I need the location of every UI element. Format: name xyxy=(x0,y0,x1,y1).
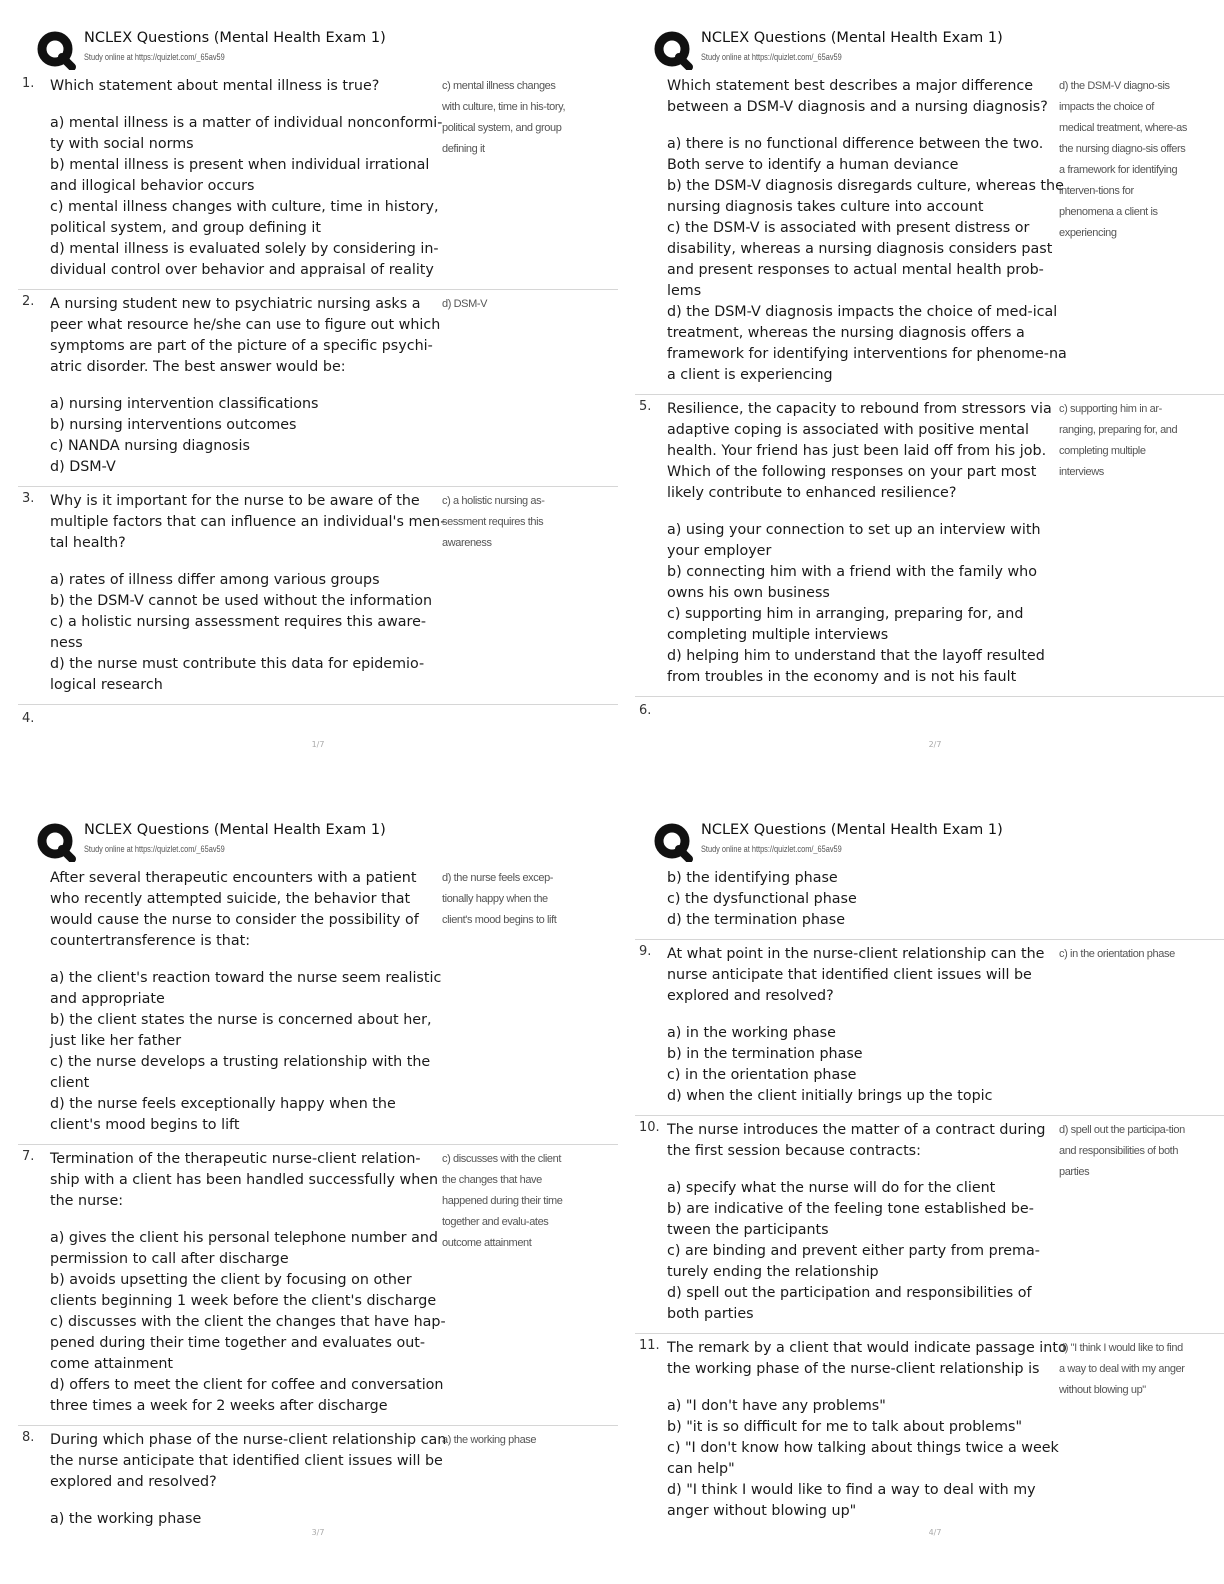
study-online-link[interactable]: Study online at https://quizlet.com/_65av59 xyxy=(701,52,842,62)
question-side xyxy=(50,1149,450,1417)
flashcard-list xyxy=(635,72,1224,717)
answer-option: a) gives the client his personal telephone number and permission to call after discharge xyxy=(50,1230,439,1267)
answer-option: d) offers to meet the client for coffee and conversation three times a week for 2 weeks after discharge xyxy=(50,1377,444,1414)
answer-option: b) the DSM-V diagnosis disregards culture, whereas the nursing diagnosis takes culture into account xyxy=(667,178,1064,215)
question-side xyxy=(667,76,1067,386)
question-number: 4. xyxy=(22,711,35,726)
question-side xyxy=(50,1430,450,1530)
next-question-stub xyxy=(635,697,1224,717)
quizlet-logo-icon xyxy=(653,30,693,70)
document-title: NCLEX Questions (Mental Health Exam 1) xyxy=(701,822,1003,838)
answer-option: c) a holistic nursing assessment requires this aware-ness xyxy=(50,614,427,651)
answer-option: b) in the termination phase xyxy=(667,1046,863,1062)
question-side xyxy=(667,944,1067,1107)
question-side xyxy=(50,76,450,281)
correct-answer: d) the DSM-V diagno-sis impacts the choice of medical treatment, where-as the nursing diagno-sis offers a framework for identifying interven-tions for phenomena a client is experiencing xyxy=(1059,80,1187,239)
page-1 xyxy=(18,8,618,788)
page-number: 4/7 xyxy=(928,1528,942,1537)
correct-answer: c) in the orientation phase xyxy=(1059,948,1175,960)
question-text: After several therapeutic encounters with a patient who recently attempted suicide, the behavior that would cause the nurse to consider the possibility of countertransference is that: xyxy=(50,870,419,949)
answer-option: c) are binding and prevent either party from prema-turely ending the relationship xyxy=(667,1243,1040,1280)
answer-option: b) avoids upsetting the client by focusing on other clients beginning 1 week before the client's discharge xyxy=(50,1272,437,1309)
correct-answer: d) spell out the participa-tion and responsibilities of both parties xyxy=(1059,1124,1185,1178)
question-number: 3. xyxy=(22,491,35,506)
question-text: Termination of the therapeutic nurse-client relation-ship with a client has been handled successfully when the nurse: xyxy=(50,1151,439,1209)
question-number: 6. xyxy=(639,703,652,718)
page-2 xyxy=(635,8,1224,788)
quizlet-logo-icon xyxy=(36,30,76,70)
document-title: NCLEX Questions (Mental Health Exam 1) xyxy=(84,30,386,46)
answer-option: d) DSM-V xyxy=(50,459,116,475)
answer-option: c) NANDA nursing diagnosis xyxy=(50,438,250,454)
next-question-stub xyxy=(18,705,618,725)
flashcard-row xyxy=(18,290,618,487)
answer-option: d) "I think I would like to find a way to deal with my anger without blowing up" xyxy=(667,1482,1036,1519)
flashcard-row xyxy=(18,1426,618,1538)
question-text: Resilience, the capacity to rebound from stressors via adaptive coping is associated with positive mental health. Your friend has just been laid off from his job. Which of the following responses on your part most likely contribute to enhanced resilience? xyxy=(667,401,1052,501)
question-side xyxy=(50,868,450,1136)
answer-option: c) the DSM-V is associated with present distress or disability, whereas a nursing diagnosis considers past and present responses to actual mental health prob-lems xyxy=(667,220,1053,299)
answer-option: a) there is no functional difference between the two. Both serve to identify a human deviance xyxy=(667,136,1044,173)
question-text: At what point in the nurse-client relationship can the nurse anticipate that identified client issues will be explored and resolved? xyxy=(667,946,1045,1004)
page-3 xyxy=(18,800,618,1580)
question-text: Which statement best describes a major difference between a DSM-V diagnosis and a nursing diagnosis? xyxy=(667,78,1048,115)
answer-option: a) "I don't have any problems" xyxy=(667,1398,886,1414)
flashcard-row xyxy=(635,940,1224,1116)
answer-option: a) in the working phase xyxy=(667,1025,836,1041)
page-number: 3/7 xyxy=(311,1528,325,1537)
question-side xyxy=(667,399,1067,688)
question-text: The remark by a client that would indicate passage into the working phase of the nurse-client relationship is xyxy=(667,1340,1067,1377)
question-text: Which statement about mental illness is true? xyxy=(50,78,380,94)
answer-option: c) "I don't know how talking about things twice a week can help" xyxy=(667,1440,1059,1477)
answer-option: b) mental illness is present when individual irrational and illogical behavior occurs xyxy=(50,157,430,194)
question-text: The nurse introduces the matter of a contract during the first session because contracts: xyxy=(667,1122,1046,1159)
study-online-link[interactable]: Study online at https://quizlet.com/_65av59 xyxy=(701,844,842,854)
answer-option: b) are indicative of the feeling tone established be-tween the participants xyxy=(667,1201,1034,1238)
question-side xyxy=(667,1120,1067,1325)
page-number: 1/7 xyxy=(311,740,325,749)
answer-option: b) connecting him with a friend with the family who owns his own business xyxy=(667,564,1037,601)
answer-option: c) discusses with the client the changes that have hap-pened during their time together and evaluates out-come attainment xyxy=(50,1314,446,1372)
answer-option: c) supporting him in arranging, preparing for, and completing multiple interviews xyxy=(667,606,1024,643)
answer-option: d) the nurse feels exceptionally happy when the client's mood begins to lift xyxy=(50,1096,396,1133)
correct-answer: c) supporting him in ar-ranging, preparing for, and completing multiple interviews xyxy=(1059,403,1178,478)
answer-option: a) rates of illness differ among various groups xyxy=(50,572,380,588)
question-number: 11. xyxy=(639,1338,660,1353)
correct-answer: d) "I think I would like to find a way to deal with my anger without blowing up" xyxy=(1059,1342,1185,1396)
flashcard-list xyxy=(18,72,618,725)
document-title: NCLEX Questions (Mental Health Exam 1) xyxy=(84,822,386,838)
question-number: 5. xyxy=(639,399,652,414)
question-side xyxy=(667,1338,1067,1522)
answer-option: a) using your connection to set up an interview with your employer xyxy=(667,522,1041,559)
answer-option: a) the working phase xyxy=(50,1511,202,1527)
question-side xyxy=(667,868,1067,931)
correct-answer: d) the nurse feels excep-tionally happy when the client's mood begins to lift xyxy=(442,872,557,926)
question-number: 2. xyxy=(22,294,35,309)
answer-option: c) in the orientation phase xyxy=(667,1067,857,1083)
flashcard-row xyxy=(18,72,618,290)
flashcard-row xyxy=(18,487,618,705)
page-number: 2/7 xyxy=(928,740,942,749)
question-number: 1. xyxy=(22,76,35,91)
answer-option: d) the nurse must contribute this data for epidemio-logical research xyxy=(50,656,425,693)
answer-option: d) mental illness is evaluated solely by considering in-dividual control over behavior and appraisal of reality xyxy=(50,241,439,278)
page-4 xyxy=(635,800,1224,1580)
answer-option: c) mental illness changes with culture, time in history, political system, and group defining it xyxy=(50,199,439,236)
document-title: NCLEX Questions (Mental Health Exam 1) xyxy=(701,30,1003,46)
answer-option: d) helping him to understand that the layoff resulted from troubles in the economy and is not his fault xyxy=(667,648,1045,685)
flashcard-row xyxy=(635,395,1224,697)
question-text: A nursing student new to psychiatric nursing asks a peer what resource he/she can use to figure out which symptoms are part of the picture of a specific psychi-atric disorder. The best answer would be: xyxy=(50,296,441,375)
correct-answer: a) the working phase xyxy=(442,1434,537,1446)
quizlet-logo-icon xyxy=(36,822,76,862)
answer-option: b) "it is so difficult for me to talk about problems" xyxy=(667,1419,1023,1435)
flashcard-list xyxy=(18,864,618,1538)
question-number: 8. xyxy=(22,1430,35,1445)
flashcard-row xyxy=(635,1116,1224,1334)
flashcard-row xyxy=(635,72,1224,395)
answer-option: a) the client's reaction toward the nurse seem realistic and appropriate xyxy=(50,970,442,1007)
correct-answer: c) mental illness changes with culture, time in his-tory, political system, and group defining it xyxy=(442,80,566,155)
answer-option: b) the identifying phase xyxy=(667,870,838,886)
answer-option: a) specify what the nurse will do for the client xyxy=(667,1180,996,1196)
correct-answer: c) discusses with the client the changes that have happened during their time together and evalu-ates outcome attainment xyxy=(442,1153,563,1249)
answer-option: b) nursing interventions outcomes xyxy=(50,417,297,433)
flashcard-row xyxy=(635,864,1224,940)
question-side xyxy=(50,294,450,478)
answer-option: d) the termination phase xyxy=(667,912,846,928)
answer-option: b) the client states the nurse is concerned about her, just like her father xyxy=(50,1012,432,1049)
answer-option: d) the DSM-V diagnosis impacts the choice of med-ical treatment, whereas the nursing diagnosis offers a framework for identifying interventions for phenome-na a client is experiencing xyxy=(667,304,1067,383)
question-number: 7. xyxy=(22,1149,35,1164)
answer-option: b) the DSM-V cannot be used without the information xyxy=(50,593,433,609)
flashcard-row xyxy=(18,1145,618,1426)
study-online-link[interactable]: Study online at https://quizlet.com/_65av59 xyxy=(84,844,225,854)
answer-option: a) mental illness is a matter of individual nonconformi-ty with social norms xyxy=(50,115,443,152)
answer-option: c) the dysfunctional phase xyxy=(667,891,857,907)
correct-answer: c) a holistic nursing as-sessment requires this awareness xyxy=(442,495,545,549)
question-text: Why is it important for the nurse to be aware of the multiple factors that can influence an individual's men-tal health? xyxy=(50,493,446,551)
question-side xyxy=(50,491,450,696)
quizlet-logo-icon xyxy=(653,822,693,862)
flashcard-row xyxy=(635,1334,1224,1530)
answer-option: d) when the client initially brings up the topic xyxy=(667,1088,993,1104)
answer-option: a) nursing intervention classifications xyxy=(50,396,319,412)
question-text: During which phase of the nurse-client relationship can the nurse anticipate that identified client issues will be explored and resolved? xyxy=(50,1432,447,1490)
study-online-link[interactable]: Study online at https://quizlet.com/_65av59 xyxy=(84,52,225,62)
answer-option: c) the nurse develops a trusting relationship with the client xyxy=(50,1054,431,1091)
flashcard-row xyxy=(18,864,618,1145)
question-number: 10. xyxy=(639,1120,660,1135)
flashcard-list xyxy=(635,864,1224,1530)
correct-answer: d) DSM-V xyxy=(442,298,488,310)
answer-option: d) spell out the participation and responsibilities of both parties xyxy=(667,1285,1032,1322)
question-number: 9. xyxy=(639,944,652,959)
